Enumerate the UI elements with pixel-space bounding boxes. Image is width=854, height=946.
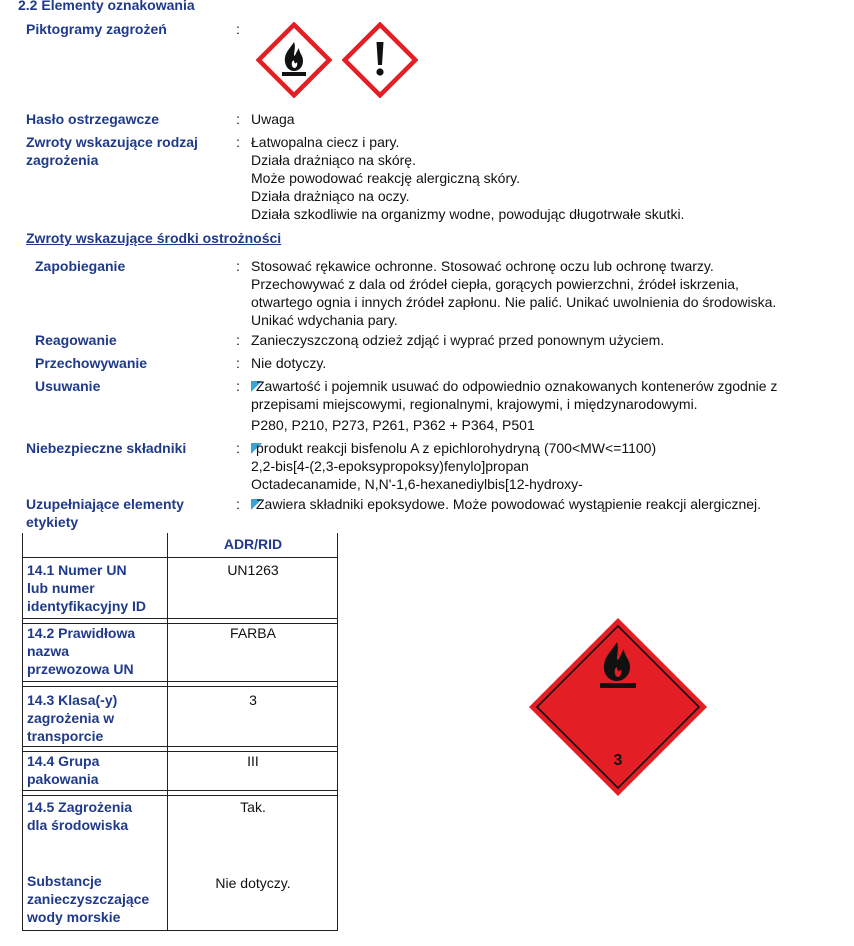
hazard-statement: Działa drażniąco na skórę.: [251, 152, 416, 168]
storage-text: Nie dotyczy.: [251, 355, 327, 371]
exclamation-pictogram: [342, 22, 418, 98]
un-number-value: UN1263: [227, 562, 279, 578]
section-title: 2.2 Elementy oznakowania: [18, 0, 195, 13]
prevention-colon: :: [236, 258, 240, 274]
pictograms-colon: :: [236, 21, 240, 37]
adr-class-3-label: [527, 616, 709, 798]
hazard-statements-list: [251, 133, 684, 223]
signal-word-value: Uwaga: [251, 111, 295, 127]
disposal-label: Usuwanie: [35, 378, 101, 394]
environmental-hazard-value: Tak.: [240, 799, 266, 815]
hazard-statements-label: Zwroty wskazujące rodzaj zagrożenia: [26, 134, 198, 168]
transport-table: [22, 533, 338, 931]
packing-group-value: III: [247, 753, 259, 769]
hazard-statements-colon: :: [236, 134, 240, 150]
table-row-label: 14.1 Numer UN lub numer identyfikacyjny ID: [27, 562, 147, 614]
supplementary-colon: :: [236, 496, 240, 512]
precautionary-heading: Zwroty wskazujące środki ostrożności: [26, 230, 282, 246]
marine-pollutant-value: Nie dotyczy.: [215, 875, 291, 891]
shipping-name-value: FARBA: [230, 625, 276, 641]
pictograms-label: Piktogramy zagrożeń: [26, 21, 167, 37]
table-row-label: 14.3 Klasa(-y) zagrożenia w transporcie: [27, 692, 118, 744]
hazardous-components-label: Niebezpieczne składniki: [26, 440, 187, 456]
storage-label: Przechowywanie: [35, 355, 148, 371]
supplementary-label: Uzupełniające elementy etykiety: [26, 496, 184, 530]
table-row-label: 14.5 Zagrożenia dla środowiska: [27, 799, 133, 833]
hazardous-components-list: produkt reakcji bisfenolu A z epichlorohydryną (700<MW<=1100) 2,2-bis[4-(2,3-epoksypropoksy)fenylo]propan Octadecanamide, N,N'-1,6-hexanediylbis[12-hydroxy-: [251, 440, 657, 492]
response-colon: :: [236, 332, 240, 348]
signal-word-colon: :: [236, 111, 240, 127]
class-number: 3: [613, 752, 623, 769]
prevention-label: Zapobieganie: [35, 258, 126, 274]
hazard-class-value: 3: [249, 692, 257, 708]
signal-word-label: Hasło ostrzegawcze: [26, 111, 160, 127]
hazard-statement: Działa szkodliwie na organizmy wodne, powodując długotrwałe skutki.: [251, 206, 685, 222]
response-text: Zanieczyszczoną odzież zdjąć i wyprać przed ponownym użyciem.: [251, 332, 665, 348]
hazard-statement: Może powodować reakcję alergiczną skóry.: [251, 170, 520, 186]
table-row-label: 14.2 Prawidłowa nazwa przewozowa UN: [27, 625, 136, 677]
response-label: Reagowanie: [35, 332, 117, 348]
hazard-statement: Łatwopalna ciecz i pary.: [251, 134, 400, 150]
storage-colon: :: [236, 355, 240, 371]
disposal-colon: :: [236, 378, 240, 394]
precautionary-codes: P280, P210, P273, P261, P362 + P364, P501: [251, 417, 535, 433]
column-header-adr-rid: ADR/RID: [223, 536, 283, 552]
disposal-text: Zawartość i pojemnik usuwać do odpowiednio oznakowanych kontenerów zgodnie z przepisami miejscowymi, regionalnymi, krajowymi, i międzynarodowymi.: [251, 378, 778, 412]
hazard-statement: Działa drażniąco na oczy.: [251, 188, 410, 204]
supplementary-text: Zawiera składniki epoksydowe. Może powodować wystąpienie reakcji alergicznej.: [251, 495, 761, 513]
table-row-label: 14.4 Grupa pakowania: [27, 753, 100, 787]
hazardous-components-colon: :: [236, 440, 240, 456]
flame-pictogram: [256, 22, 332, 98]
prevention-text: Stosować rękawice ochronne. Stosować ochronę oczu lub ochronę twarzy. Przechowywać z dala od źródeł ciepła, gorących powierzchni, źródeł iskrzenia, otwartego ognia i innych źródeł zapłonu. Nie palić. Unikać uwolnienia do środowiska. Unikać wdychania pary.: [251, 258, 777, 328]
table-row-label: Substancje zanieczyszczające wody morskie: [27, 873, 150, 925]
